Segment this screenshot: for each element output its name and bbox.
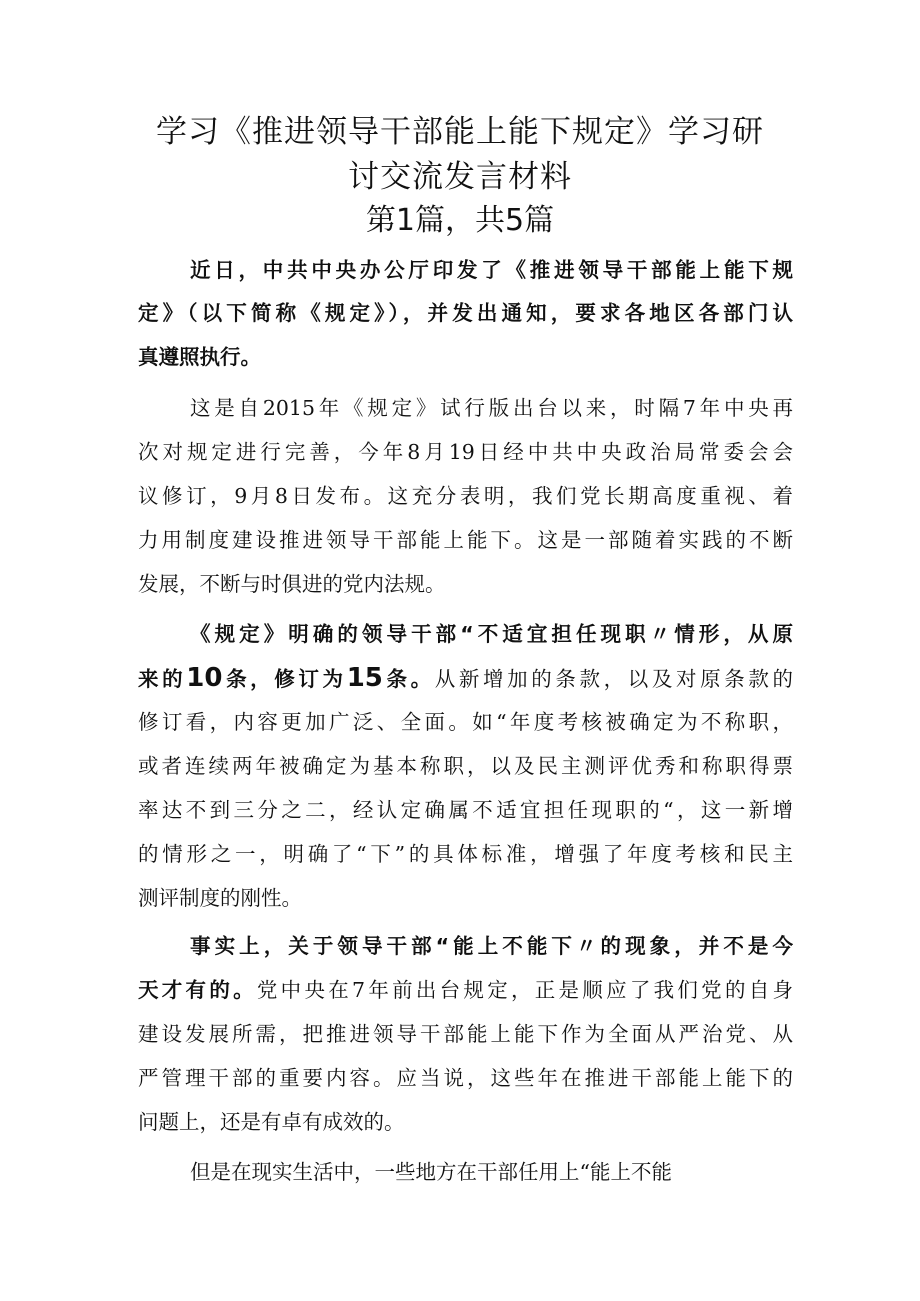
paragraph-3-line-4: 或者连续两年被确定为基本称职，以及民主测评优秀和称职得票 xyxy=(138,754,793,778)
paragraph-4-line-5: 问题上，还是有卓有成效的。 xyxy=(138,1110,405,1134)
document-title-line-2: 讨交流发言材料 xyxy=(348,159,572,195)
paragraph-3-line-2 xyxy=(138,660,793,697)
paragraph-4-line-2 xyxy=(138,972,793,1008)
paragraph-2-line-4: 力用制度建设推进领导干部能上能下。这是一部随着实践的不断 xyxy=(138,528,793,552)
document-title-line-1: 学习《推进领导干部能上能下规定》学习研 xyxy=(156,114,764,150)
paragraph-3-line-1: 《规定》明确的领导干部“不适宜担任现职〃情形，从原 xyxy=(190,622,793,646)
paragraph-3-number-15: 15 xyxy=(346,663,383,693)
paragraph-3-bold-run-a: 来的 xyxy=(138,667,187,691)
paragraph-4-normal-run: 党中央在7年前出台规定，正是顺应了我们党的自身 xyxy=(256,978,793,1002)
paragraph-4-bold-run: 天才有的。 xyxy=(138,978,257,1002)
document-subtitle: 第1篇，共5篇 xyxy=(365,203,555,238)
paragraph-1-line-1: 近日，中共中央办公厅印发了《推进领导干部能上能下规 xyxy=(190,258,793,282)
paragraph-3-line-3: 修订看，内容更加广泛、全面。如“年度考核被确定为不称职， xyxy=(138,710,793,734)
paragraph-2-line-2: 次对规定进行完善，今年8月19日经中共中央政治局常委会会 xyxy=(138,440,793,464)
paragraph-3-number-10: 10 xyxy=(186,663,223,693)
paragraph-4-line-4: 严管理干部的重要内容。应当说，这些年在推进干部能上能下的 xyxy=(138,1066,793,1090)
paragraph-5-line-1: 但是在现实生活中，一些地方在干部任用上“能上不能 xyxy=(190,1160,672,1184)
paragraph-2-line-1: 这是自2015年《规定》试行版出台以来，时隔7年中央再 xyxy=(190,396,793,420)
paragraph-2-line-5: 发展，不断与时俱进的党内法规。 xyxy=(138,572,446,596)
paragraph-4-line-3: 建设发展所需，把推进领导干部能上能下作为全面从严治党、从 xyxy=(138,1022,793,1046)
paragraph-3-bold-run-e: 条。 xyxy=(382,667,435,691)
paragraph-3-normal-run: 从新增加的条款，以及对原条款的 xyxy=(434,667,793,691)
paragraph-3-line-5: 率达不到三分之二，经认定确属不适宜担任现职的“，这一新增 xyxy=(138,798,793,822)
paragraph-4-line-1: 事实上，关于领导干部“能上不能下〃的现象，并不是今 xyxy=(190,934,793,958)
paragraph-2-line-3: 议修订，9月8日发布。这充分表明，我们党长期高度重视、着 xyxy=(138,484,793,508)
paragraph-3-line-6: 的情形之一，明确了“下”的具体标准，增强了年度考核和民主 xyxy=(138,842,793,866)
paragraph-3-line-7: 测评制度的刚性。 xyxy=(138,886,302,910)
paragraph-1-line-2: 定》（以下简称《规定》），并发出通知，要求各地区各部门认 xyxy=(138,301,793,325)
paragraph-1-line-3: 真遵照执行。 xyxy=(138,345,261,369)
paragraph-3-bold-run-c: 条，修订为 xyxy=(222,667,347,691)
